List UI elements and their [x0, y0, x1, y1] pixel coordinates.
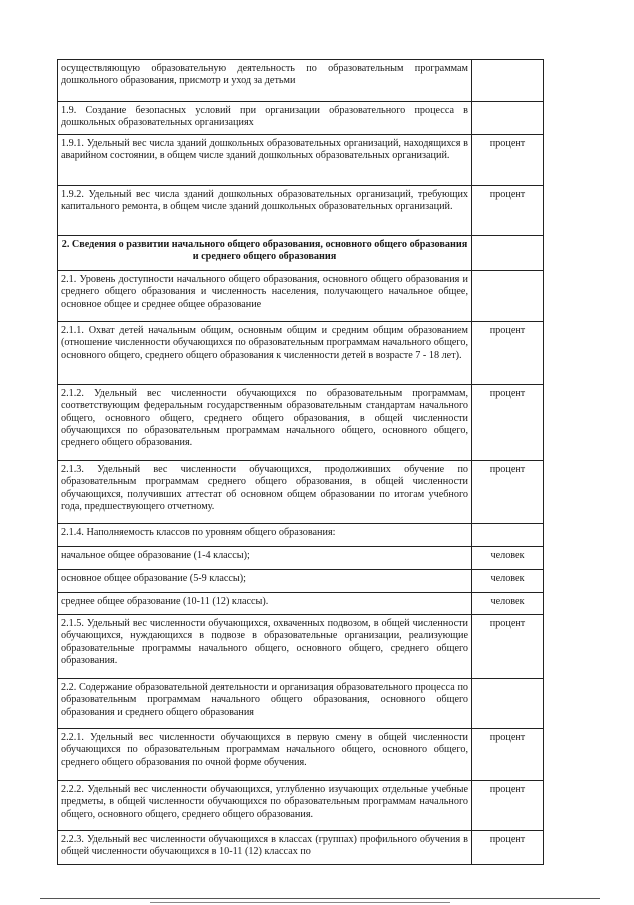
page-bottom-rule-secondary — [150, 902, 450, 903]
row-text: 2.1. Уровень доступности начального общего образования, основного общего образования и среднего общего образования и численность населения, получающего начальное общее, основное общее и среднее общее образование — [58, 271, 472, 322]
row-text: основное общее образование (5-9 классы); — [58, 570, 472, 593]
page-bottom-rule — [40, 898, 600, 899]
table-row — [58, 186, 544, 236]
row-text: 1.9. Создание безопасных условий при организации образовательного процесса в дошкольных образовательных организациях — [58, 102, 472, 135]
row-unit: процент — [472, 135, 544, 186]
row-unit: процент — [472, 385, 544, 461]
row-unit — [472, 524, 544, 547]
row-text: 2.2. Содержание образовательной деятельности и организация образовательного процесса по образовательным программам начального общего образования, основного общего образования и среднего общего образования — [58, 679, 472, 729]
row-text: 2.1.5. Удельный вес численности обучающихся, охваченных подвозом, в общей численности обучающихся, нуждающихся в подвозе в образовательные организации, реализующие образовательные программы начального общего, основного общего, среднего общего образования. — [58, 615, 472, 679]
table-row — [58, 461, 544, 524]
table-row — [58, 524, 544, 547]
table-row — [58, 615, 544, 679]
row-text: 2.2.3. Удельный вес численности обучающихся в классах (группах) профильного обучения в общей численности обучающихся в 10-11 (12) классах по — [58, 831, 472, 865]
row-text: 2.1.3. Удельный вес численности обучающихся, продолживших обучение по образовательным программам среднего общего образования, в общей численности обучающихся, получивших аттестат об основном общем образовании по итогам учебного года, предшествующего отчетному. — [58, 461, 472, 524]
row-unit — [472, 60, 544, 102]
row-text: среднее общее образование (10-11 (12) классы). — [58, 593, 472, 615]
row-text: 2.1.2. Удельный вес численности обучающихся по образовательным программам, соответствующим федеральным государственным образовательным стандартам начального общего, основного общего, среднего общего образования, в общей численности обучающихся по образовательным программам начального общего, основного общего, среднего общего образования. — [58, 385, 472, 461]
row-unit — [472, 236, 544, 271]
row-unit: человек — [472, 547, 544, 570]
table-row — [58, 102, 544, 135]
table-row — [58, 547, 544, 570]
table-row — [58, 570, 544, 593]
row-text: 2.2.2. Удельный вес численности обучающихся, углубленно изучающих отдельные учебные предметы, в общей численности обучающихся по образовательным программам начального общего, основного общего, среднего общего образования. — [58, 781, 472, 831]
table-row — [58, 385, 544, 461]
row-unit — [472, 679, 544, 729]
table-row — [58, 831, 544, 865]
row-text: 1.9.2. Удельный вес числа зданий дошкольных образовательных организаций, требующих капитального ремонта, в общем числе зданий дошкольных образовательных организаций. — [58, 186, 472, 236]
indicators-table — [57, 59, 544, 865]
table-row — [58, 322, 544, 385]
row-text: 2.1.4. Наполняемость классов по уровням общего образования: — [58, 524, 472, 547]
table-row — [58, 135, 544, 186]
row-unit: процент — [472, 322, 544, 385]
row-text: 2.1.1. Охват детей начальным общим, основным общим и средним общим образованием (отношение численности обучающихся по образовательным программам начального общего, основного общего, среднего общего образования к численности детей в возрасте 7 - 18 лет). — [58, 322, 472, 385]
table-row — [58, 236, 544, 271]
table-row — [58, 60, 544, 102]
table-row — [58, 729, 544, 781]
row-unit: процент — [472, 461, 544, 524]
row-unit: процент — [472, 831, 544, 865]
row-unit: процент — [472, 615, 544, 679]
row-text: 2.2.1. Удельный вес численности обучающихся в первую смену в общей численности обучающихся по образовательным программам начального общего, основного общего, среднего общего образования по очной форме обучения. — [58, 729, 472, 781]
table-row — [58, 781, 544, 831]
table-row — [58, 271, 544, 322]
row-unit — [472, 271, 544, 322]
table-row — [58, 593, 544, 615]
row-unit: процент — [472, 729, 544, 781]
table-row — [58, 679, 544, 729]
row-unit: процент — [472, 186, 544, 236]
row-text: начальное общее образование (1-4 классы); — [58, 547, 472, 570]
row-unit — [472, 102, 544, 135]
row-unit: человек — [472, 593, 544, 615]
row-text: осуществляющую образовательную деятельность по образовательным программам дошкольного образования, присмотр и уход за детьми — [58, 60, 472, 102]
row-unit: процент — [472, 781, 544, 831]
section-heading: 2. Сведения о развитии начального общего образования, основного общего образования и среднего общего образования — [58, 236, 472, 271]
row-unit: человек — [472, 570, 544, 593]
row-text: 1.9.1. Удельный вес числа зданий дошкольных образовательных организаций, находящихся в аварийном состоянии, в общем числе зданий дошкольных образовательных организаций. — [58, 135, 472, 186]
